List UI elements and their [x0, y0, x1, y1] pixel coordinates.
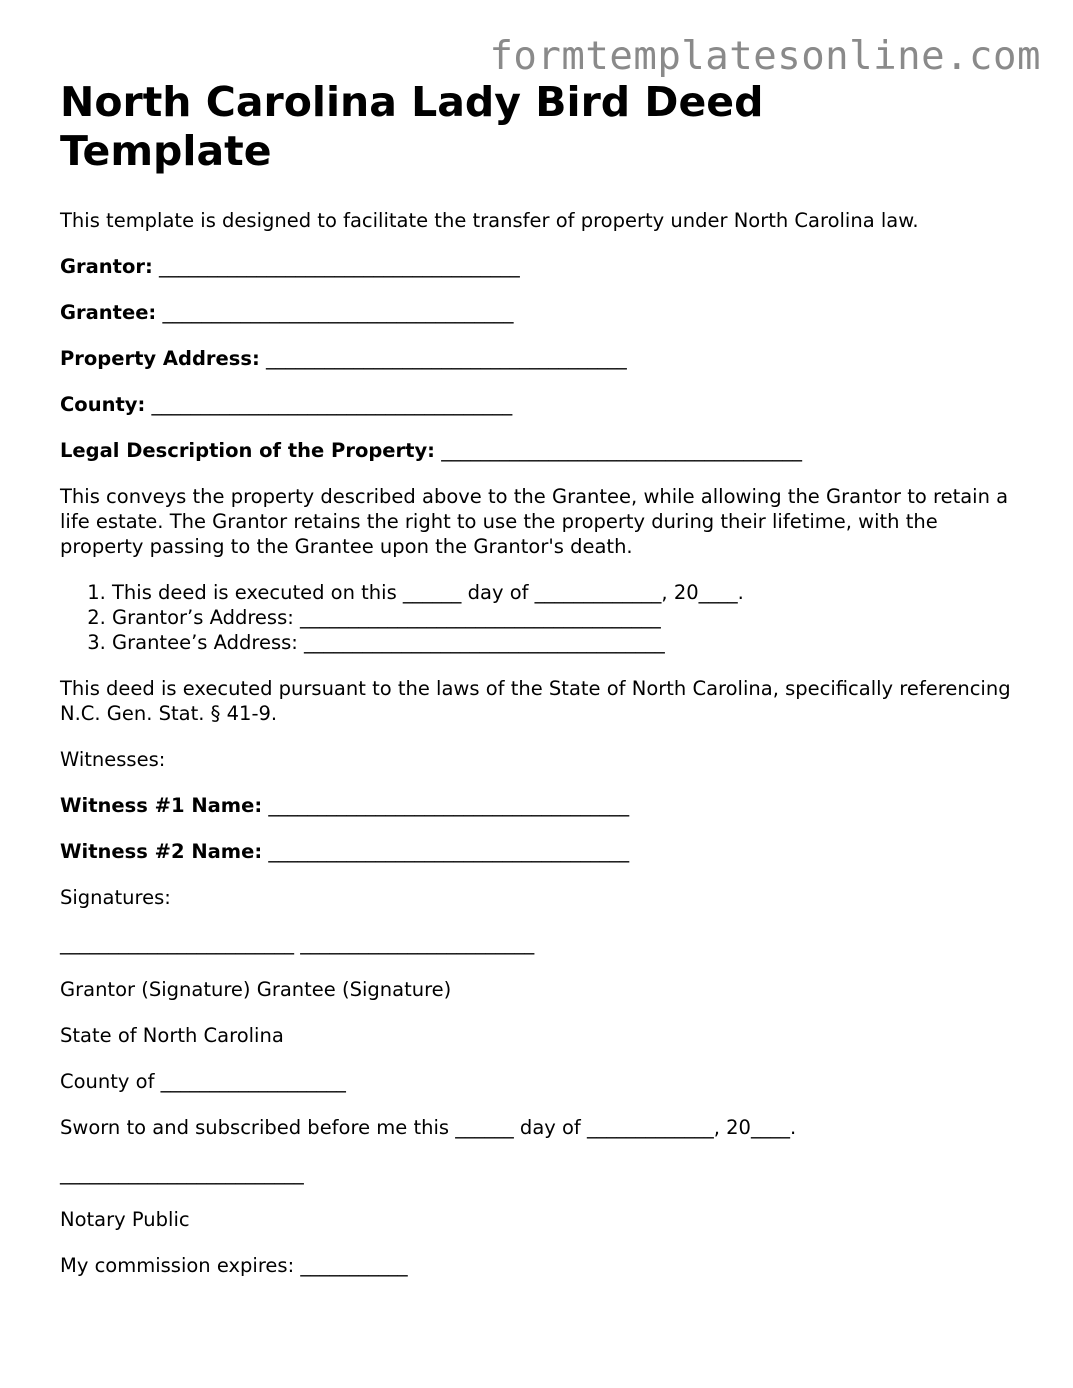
property-address-label: Property Address:	[60, 347, 260, 370]
notary-state: State of North Carolina	[60, 1024, 284, 1047]
county-label: County:	[60, 393, 146, 416]
legal-description-blank[interactable]: _____________________________________	[441, 439, 802, 462]
witness-1-blank[interactable]: _____________________________________	[268, 794, 630, 817]
grantee-label: Grantee:	[60, 301, 157, 324]
signature-captions: Grantor (Signature) Grantee (Signature)	[60, 978, 452, 1001]
grantor-field	[60, 254, 1020, 279]
county-field	[60, 392, 1020, 417]
legal-description-label: Legal Description of the Property:	[60, 439, 435, 462]
statute-text: This deed is executed pursuant to the laws of the State of North Carolina, specifically referencing N.C. Gen. Stat. § 41-9.	[60, 677, 1011, 725]
notary-commission: My commission expires: ___________	[60, 1254, 408, 1277]
grantee-blank[interactable]: ____________________________________	[162, 301, 514, 324]
conveyance-text: This conveys the property described above to the Grantee, while allowing the Grantor to retain a life estate. The Grantor retains the right to use the property during their lifetime, with the property passing to the Grantee upon the Grantor's death.	[60, 485, 1009, 558]
grantor-label: Grantor:	[60, 255, 153, 278]
witness-2-label: Witness #2 Name:	[60, 840, 263, 863]
notary-signature-line[interactable]: _________________________	[60, 1162, 304, 1185]
document-title: North Carolina Lady Bird Deed Template	[60, 78, 764, 175]
county-blank[interactable]: _____________________________________	[151, 393, 513, 416]
grantor-blank[interactable]: _____________________________________	[159, 255, 520, 278]
witness-1-field	[60, 793, 1020, 818]
grantee-field	[60, 300, 1020, 325]
list-item: 1. This deed is executed on this ______ day of _____________, 20____.	[112, 580, 1020, 605]
notary-county: County of ___________________	[60, 1070, 346, 1093]
deed-details-list	[60, 580, 1020, 655]
legal-description-field	[60, 438, 1020, 463]
property-address-field	[60, 346, 1020, 371]
document-body	[60, 78, 1020, 1299]
property-address-blank[interactable]: _____________________________________	[266, 347, 627, 370]
list-item: 2. Grantor’s Address: _____________________________________	[112, 605, 1020, 630]
watermark: formtemplatesonline.com	[489, 34, 1041, 79]
witness-1-label: Witness #1 Name:	[60, 794, 263, 817]
intro-text: This template is designed to facilitate the transfer of property under North Carolina law.	[60, 209, 919, 232]
witness-2-blank[interactable]: _____________________________________	[268, 840, 630, 863]
notary-sworn-text: Sworn to and subscribed before me this ______ day of _____________, 20____.	[60, 1116, 797, 1139]
signatures-heading: Signatures:	[60, 886, 171, 909]
witnesses-heading: Witnesses:	[60, 748, 166, 771]
signature-lines[interactable]: ________________________ ________________________	[60, 932, 535, 955]
notary-title: Notary Public	[60, 1208, 190, 1231]
list-item: 3. Grantee’s Address: _____________________________________	[112, 630, 1020, 655]
witness-2-field	[60, 839, 1020, 864]
